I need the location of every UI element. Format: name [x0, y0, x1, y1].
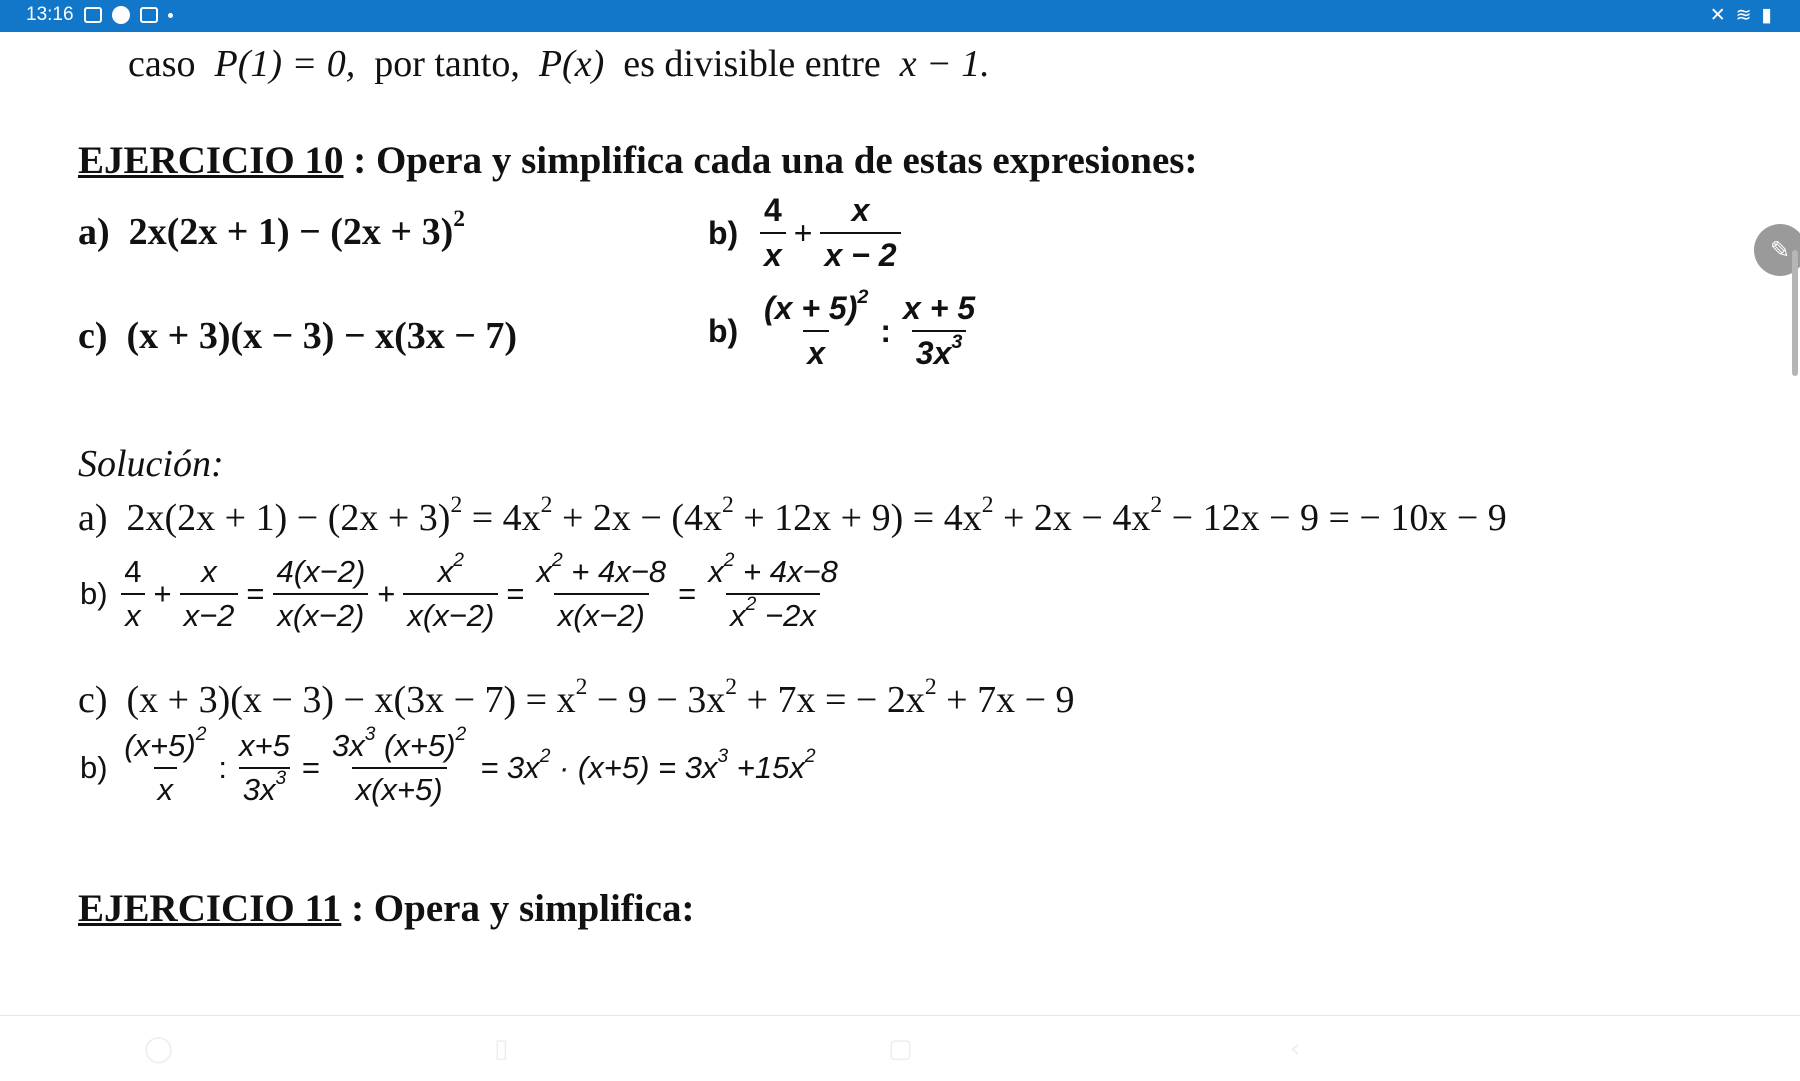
numerator-text: x — [708, 554, 724, 589]
expr-part: + 7x − 9 — [936, 679, 1075, 721]
numerator-text: + 4x−8 — [734, 554, 838, 589]
expr-part: − 12x − 9 = − 10x − 9 — [1162, 497, 1507, 539]
fraction — [273, 554, 370, 634]
exponent: 2 — [540, 492, 553, 518]
fraction — [899, 290, 979, 372]
exponent: 2 — [539, 746, 551, 767]
denominator: x−2 — [180, 593, 239, 634]
denominator: x(x−2) — [554, 593, 649, 634]
solution-heading: Solución: — [78, 443, 224, 485]
expr-part: − 9 − 3x — [587, 679, 726, 721]
expr-part: = 3x — [480, 750, 540, 785]
item-label: a) — [78, 497, 108, 539]
pencil-icon: ✎ — [1769, 237, 1791, 264]
exercise-10-title: : Opera y simplifica cada una de estas expresiones: — [343, 139, 1198, 182]
intro-word-caso: caso — [128, 43, 196, 85]
item-label: b) — [80, 750, 108, 785]
document-page — [0, 32, 1800, 1012]
exponent: 2 — [455, 724, 467, 745]
exponent: 2 — [453, 550, 464, 571]
fraction — [235, 728, 294, 808]
exercise-10-d — [708, 286, 983, 372]
exponent: 2 — [857, 286, 869, 308]
exponent: 2 — [924, 674, 937, 700]
operator: : — [880, 312, 892, 349]
intro-px: P(x) — [538, 43, 605, 85]
exponent: 2 — [725, 674, 738, 700]
app-notification-icon — [112, 6, 130, 24]
numerator: x+5 — [239, 728, 290, 763]
exponent: 2 — [723, 550, 735, 571]
expr-part: + 2x − 4x — [993, 497, 1151, 539]
numerator-text: x — [437, 554, 454, 589]
exponent: 2 — [453, 206, 466, 232]
expr-part: 2x(2x + 1) − (2x + 3) — [126, 497, 451, 539]
operator: + — [153, 576, 172, 611]
fraction — [532, 550, 670, 634]
exercise-10-c — [78, 314, 517, 358]
item-label: b) — [708, 312, 739, 349]
fraction — [328, 724, 470, 808]
operator: = — [678, 576, 697, 611]
expr-part: + 7x = − 2x — [737, 679, 925, 721]
operator: = — [301, 750, 320, 785]
item-label: c) — [78, 679, 108, 721]
status-bar — [0, 0, 1800, 32]
denominator-text: x — [730, 598, 746, 633]
numerator-text: + 4x−8 — [562, 554, 667, 589]
expr-part: +15x — [728, 750, 805, 785]
intro-p1: P(1) = 0, — [214, 43, 356, 85]
numerator — [760, 286, 872, 330]
assistant-icon[interactable]: ◯ — [144, 1034, 174, 1064]
denominator: x — [154, 767, 178, 808]
denominator: x(x−2) — [403, 593, 498, 634]
fraction — [180, 554, 239, 634]
exponent: 2 — [745, 594, 757, 615]
fraction — [760, 286, 872, 372]
numerator-text: (x+5) — [124, 728, 196, 763]
numerator: 4(x−2) — [276, 554, 366, 589]
numerator: x — [201, 554, 217, 589]
scrollbar-handle[interactable] — [1792, 250, 1798, 376]
expr-part: (x + 3)(x − 3) − x(3x − 7) = x — [126, 679, 576, 721]
denominator: x − 2 — [820, 232, 900, 274]
battery-icon: ▮ — [1761, 5, 1772, 26]
exponent: 2 — [195, 724, 207, 745]
denominator: x(x−2) — [273, 593, 368, 634]
exponent: 2 — [981, 492, 994, 518]
denominator-text: 3x — [242, 772, 276, 807]
fraction — [820, 192, 900, 274]
navigation-bar — [0, 1015, 1800, 1081]
exercise-11-heading — [78, 886, 694, 931]
recents-icon[interactable]: ▯ — [494, 1034, 509, 1064]
expr-part: + 12x + 9) = 4x — [733, 497, 982, 539]
numerator — [704, 550, 842, 593]
intro-line — [128, 42, 990, 86]
fraction — [704, 550, 842, 634]
denominator: x — [760, 232, 786, 274]
exponent: 3 — [717, 746, 729, 767]
item-label: c) — [78, 315, 108, 357]
intro-word-divisible: es divisible entre — [623, 43, 881, 85]
item-label: b) — [708, 214, 739, 251]
result — [480, 746, 816, 786]
status-time: 13:16 — [26, 4, 74, 25]
exponent: 2 — [804, 746, 816, 767]
numerator — [434, 550, 468, 593]
expr-part: = 4x — [462, 497, 541, 539]
denominator — [726, 593, 820, 634]
operator: : — [218, 750, 228, 785]
denominator — [912, 330, 967, 372]
exponent: 2 — [551, 550, 563, 571]
more-notifications-dot-icon — [168, 13, 173, 18]
denominator: x — [121, 593, 145, 634]
operator: = — [506, 576, 525, 611]
fraction — [120, 554, 145, 634]
fraction — [760, 192, 786, 274]
exercise-11-title: : Opera y simplifica: — [341, 887, 695, 930]
expr-part: + 2x − (4x — [552, 497, 722, 539]
back-icon[interactable]: ‹ — [1290, 1034, 1301, 1064]
screenshot-icon — [84, 7, 102, 23]
operator: = — [246, 576, 265, 611]
solution-c — [78, 674, 1075, 722]
expression: 2x(2x + 1) − (2x + 3) — [128, 211, 454, 253]
numerator: x + 5 — [903, 290, 976, 326]
exercise-10-b — [708, 192, 905, 274]
exponent: 3 — [364, 724, 376, 745]
numerator — [120, 724, 210, 767]
denominator: x — [803, 330, 829, 372]
solution-b — [80, 550, 846, 634]
fraction — [403, 550, 498, 634]
screenshot-icon-2 — [140, 7, 158, 23]
intro-divisor: x − 1. — [899, 43, 990, 85]
denominator: x(x+5) — [352, 767, 447, 808]
item-label: a) — [78, 211, 110, 253]
denominator — [239, 767, 290, 808]
numerator-text: (x+5) — [375, 728, 456, 763]
exercise-10-a — [78, 206, 466, 254]
home-icon[interactable]: ▢ — [888, 1034, 913, 1064]
expression: (x + 3)(x − 3) − x(3x − 7) — [126, 315, 518, 357]
operator: + — [793, 214, 813, 251]
intro-word-portanto: por tanto, — [374, 43, 520, 85]
exponent: 2 — [721, 492, 734, 518]
exponent: 2 — [1150, 492, 1163, 518]
exponent: 2 — [450, 492, 463, 518]
numerator-text: (x + 5) — [763, 290, 858, 326]
exercise-11-label: EJERCICIO 11 — [78, 887, 342, 930]
exponent: 3 — [951, 331, 963, 353]
numerator — [532, 550, 670, 593]
exercise-10-label: EJERCICIO 10 — [78, 139, 344, 182]
solution-d — [80, 724, 816, 808]
exponent: 2 — [575, 674, 588, 700]
numerator: 4 — [124, 554, 142, 589]
item-label: b) — [80, 576, 108, 611]
numerator — [328, 724, 470, 767]
solution-a — [78, 492, 1507, 540]
numerator-text: 3x — [331, 728, 365, 763]
mute-icon: ✕ — [1709, 5, 1726, 26]
fraction — [120, 724, 210, 808]
operator: + — [377, 576, 396, 611]
numerator-text: x — [536, 554, 552, 589]
exponent: 3 — [275, 768, 287, 789]
wifi-icon: ≋ — [1735, 5, 1752, 26]
numerator: 4 — [763, 192, 782, 228]
denominator-text: 3x — [915, 335, 952, 371]
exercise-10-heading — [78, 138, 1197, 183]
expr-part: · (x+5) = 3x — [550, 750, 718, 785]
denominator-text: −2x — [756, 598, 816, 633]
numerator: x — [851, 192, 870, 228]
